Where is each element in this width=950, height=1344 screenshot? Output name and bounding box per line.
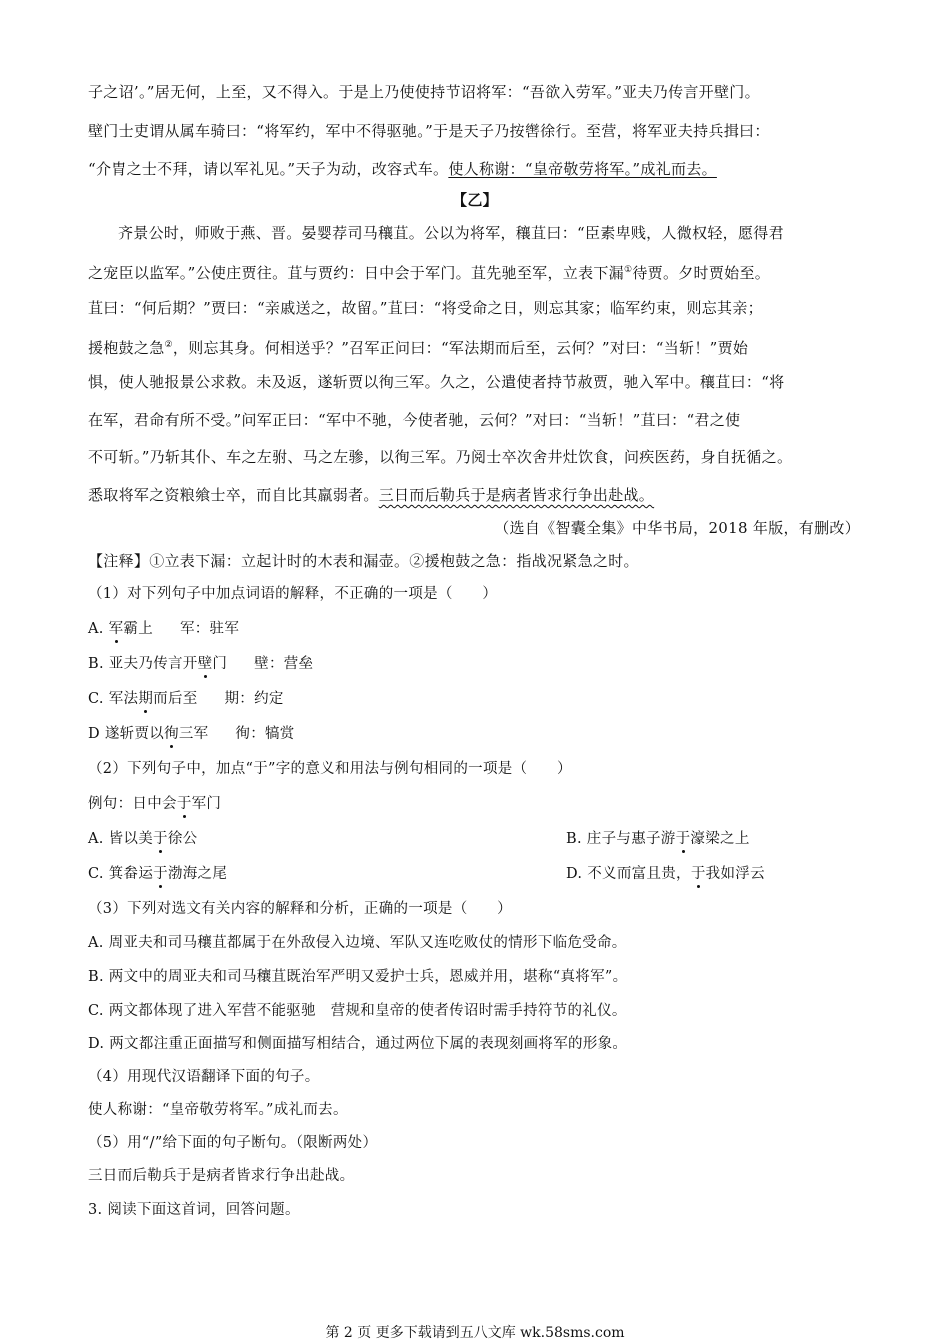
passage-yi-text: 之宠臣以监军。”公使庄贾往。苴与贾约：日中会于军门。苴先驰至军，立表下漏 — [88, 264, 624, 282]
passage-yi-line-6: 在军，君命有所不受。”问军正曰：“军中不驰，今使者驰，云何？”对曰：“当斩！”苴曰：“君之使 — [88, 411, 741, 429]
passage-yi-text: ，则忘其身。何相送乎？”召军正问曰：“军法期而后至，云何？”对曰：“当斩！”贾始 — [172, 339, 749, 357]
underlined-sentence: 使人称谢：“皇帝敬劳将军。”成礼而去。 — [448, 160, 717, 178]
passage-yi-line-1: 齐景公时，师败于燕、晋。晏婴荐司马穰苴。公以为将军，穰苴曰：“臣素卑贱，人微权轻，愿得君 — [118, 224, 784, 242]
passage-yi-line-2 — [88, 260, 870, 283]
dotted-word: 军 — [108, 621, 124, 637]
passage-jia-text: “介胄之士不拜，请以军礼见。”天子为动，改容式车。 — [88, 160, 449, 178]
passage-jia-line-3 — [88, 159, 870, 179]
page-footer: 第 2 页 更多下载请到五八文库 wk.58sms.com — [325, 1325, 625, 1341]
passage-yi-line-7: 不可斩。”乃斩其仆、车之左驸、马之左骖，以徇三军。乃阅士卒次舍井灶饮食，问疾医药，身自抚循之。 — [88, 448, 793, 466]
passage-yi-line-8 — [88, 485, 870, 505]
note-marker: ② — [164, 340, 173, 350]
passage-yi-text: 待贾。夕时贾始至。 — [632, 264, 771, 282]
q5-stem: （5）用“/”给下面的句子断句。（限断两处） — [88, 1135, 378, 1151]
q2-stem: （2）下列句子中，加点“于”字的意义和用法与例句相同的一项是（ ） — [88, 761, 572, 777]
q5-sentence: 三日而后勒兵于是病者皆求行争出赴战。 — [88, 1168, 355, 1184]
next-question-heading: 3. 阅读下面这首词，回答问题。 — [88, 1202, 300, 1218]
source-citation: （选自《智囊全集》中华书局，2018 年版，有删改） — [494, 519, 860, 537]
passage-yi-line-5: 惧，使人驰报景公求救。未及返，遂斩贾以徇三军。久之，公遣使者持节赦贾，驰入军中。穰苴曰：“将 — [88, 373, 785, 391]
q3-option-b: B. 两文中的周亚夫和司马穰苴既治军严明又爱护士兵，恩威并用，堪称“真将军”。 — [88, 969, 628, 985]
q1-stem: （1）对下列句子中加点词语的解释，不正确的一项是（ ） — [88, 586, 498, 602]
q4-sentence: 使人称谢：“皇帝敬劳将军。”成礼而去。 — [88, 1102, 348, 1118]
passage-yi-text: 援枹鼓之急 — [88, 339, 165, 357]
dotted-word: 期 — [138, 691, 154, 707]
q2-example: 例句：日中会于军门 — [88, 796, 222, 812]
q2-option-b: B. 庄子与惠子游于濠梁之上 — [566, 831, 750, 847]
passage-yi-line-4 — [88, 335, 870, 358]
wavy-underlined-sentence: 三日而后勒兵于是病者皆求行争出赴战。 — [378, 486, 655, 504]
q3-stem: （3）下列对选文有关内容的解释和分析，正确的一项是（ ） — [88, 901, 512, 917]
yi-header: 【乙】 — [452, 191, 498, 209]
q2-option-a: A. 皆以美于徐公 — [88, 831, 198, 847]
passage-yi-line-3: 苴曰：“何后期？”贾曰：“亲戚送之，故留。”苴曰：“将受命之日，则忘其家；临军约束，则忘其亲； — [88, 299, 763, 317]
passage-jia-line-1: 子之诏’。”居无何，上至，又不得入。于是上乃使使持节诏将军：“吾欲入劳军。”亚夫乃传言开壁门。 — [88, 83, 760, 101]
q1-option-a: A. 军霸上 军：驻军 — [88, 621, 240, 637]
q2-option-d: D. 不义而富且贵，于我如浮云 — [566, 866, 765, 882]
q2-option-c: C. 箕畚运于渤海之尾 — [88, 866, 228, 882]
note-marker: ① — [623, 265, 633, 275]
q1-option-c: C. 军法期而后至 期：约定 — [88, 691, 284, 707]
passage-jia-line-2: 壁门士吏谓从属车骑曰：“将军约，军中不得驱驰。”于是天子乃按辔徐行。至营，将军亚夫持兵揖曰： — [88, 122, 770, 140]
q2-options-row-1 — [88, 829, 870, 849]
passage-yi-text: 悉取将军之资粮飨士卒，而自比其羸弱者。 — [88, 486, 379, 504]
q3-option-c: C. 两文都体现了进入军营不能驱驰 营规和皇帝的使者传诏时需手持符节的礼仪。 — [88, 1003, 627, 1019]
dotted-word: 徇 — [164, 726, 179, 742]
q4-stem: （4）用现代汉语翻译下面的句子。 — [88, 1069, 320, 1085]
q2-options-row-2 — [88, 864, 870, 884]
dotted-word: 壁 — [197, 656, 213, 672]
q1-option-d: D 遂斩贾以徇三军 徇：犒赏 — [88, 726, 295, 742]
q3-option-d: D. 两文都注重正面描写和侧面描写相结合，通过两位下属的表现刻画将军的形象。 — [88, 1036, 628, 1052]
q1-option-b: B. 亚夫乃传言开壁门 壁：营垒 — [88, 656, 314, 672]
q3-option-a: A. 周亚夫和司马穰苴都属于在外敌侵入边境、军队又连吃败仗的情形下临危受命。 — [88, 935, 627, 951]
annotation-notes: 【注释】①立表下漏：立起计时的木表和漏壶。②援枹鼓之急：指战况紧急之时。 — [88, 552, 639, 570]
dotted-word: 于 — [176, 796, 192, 812]
